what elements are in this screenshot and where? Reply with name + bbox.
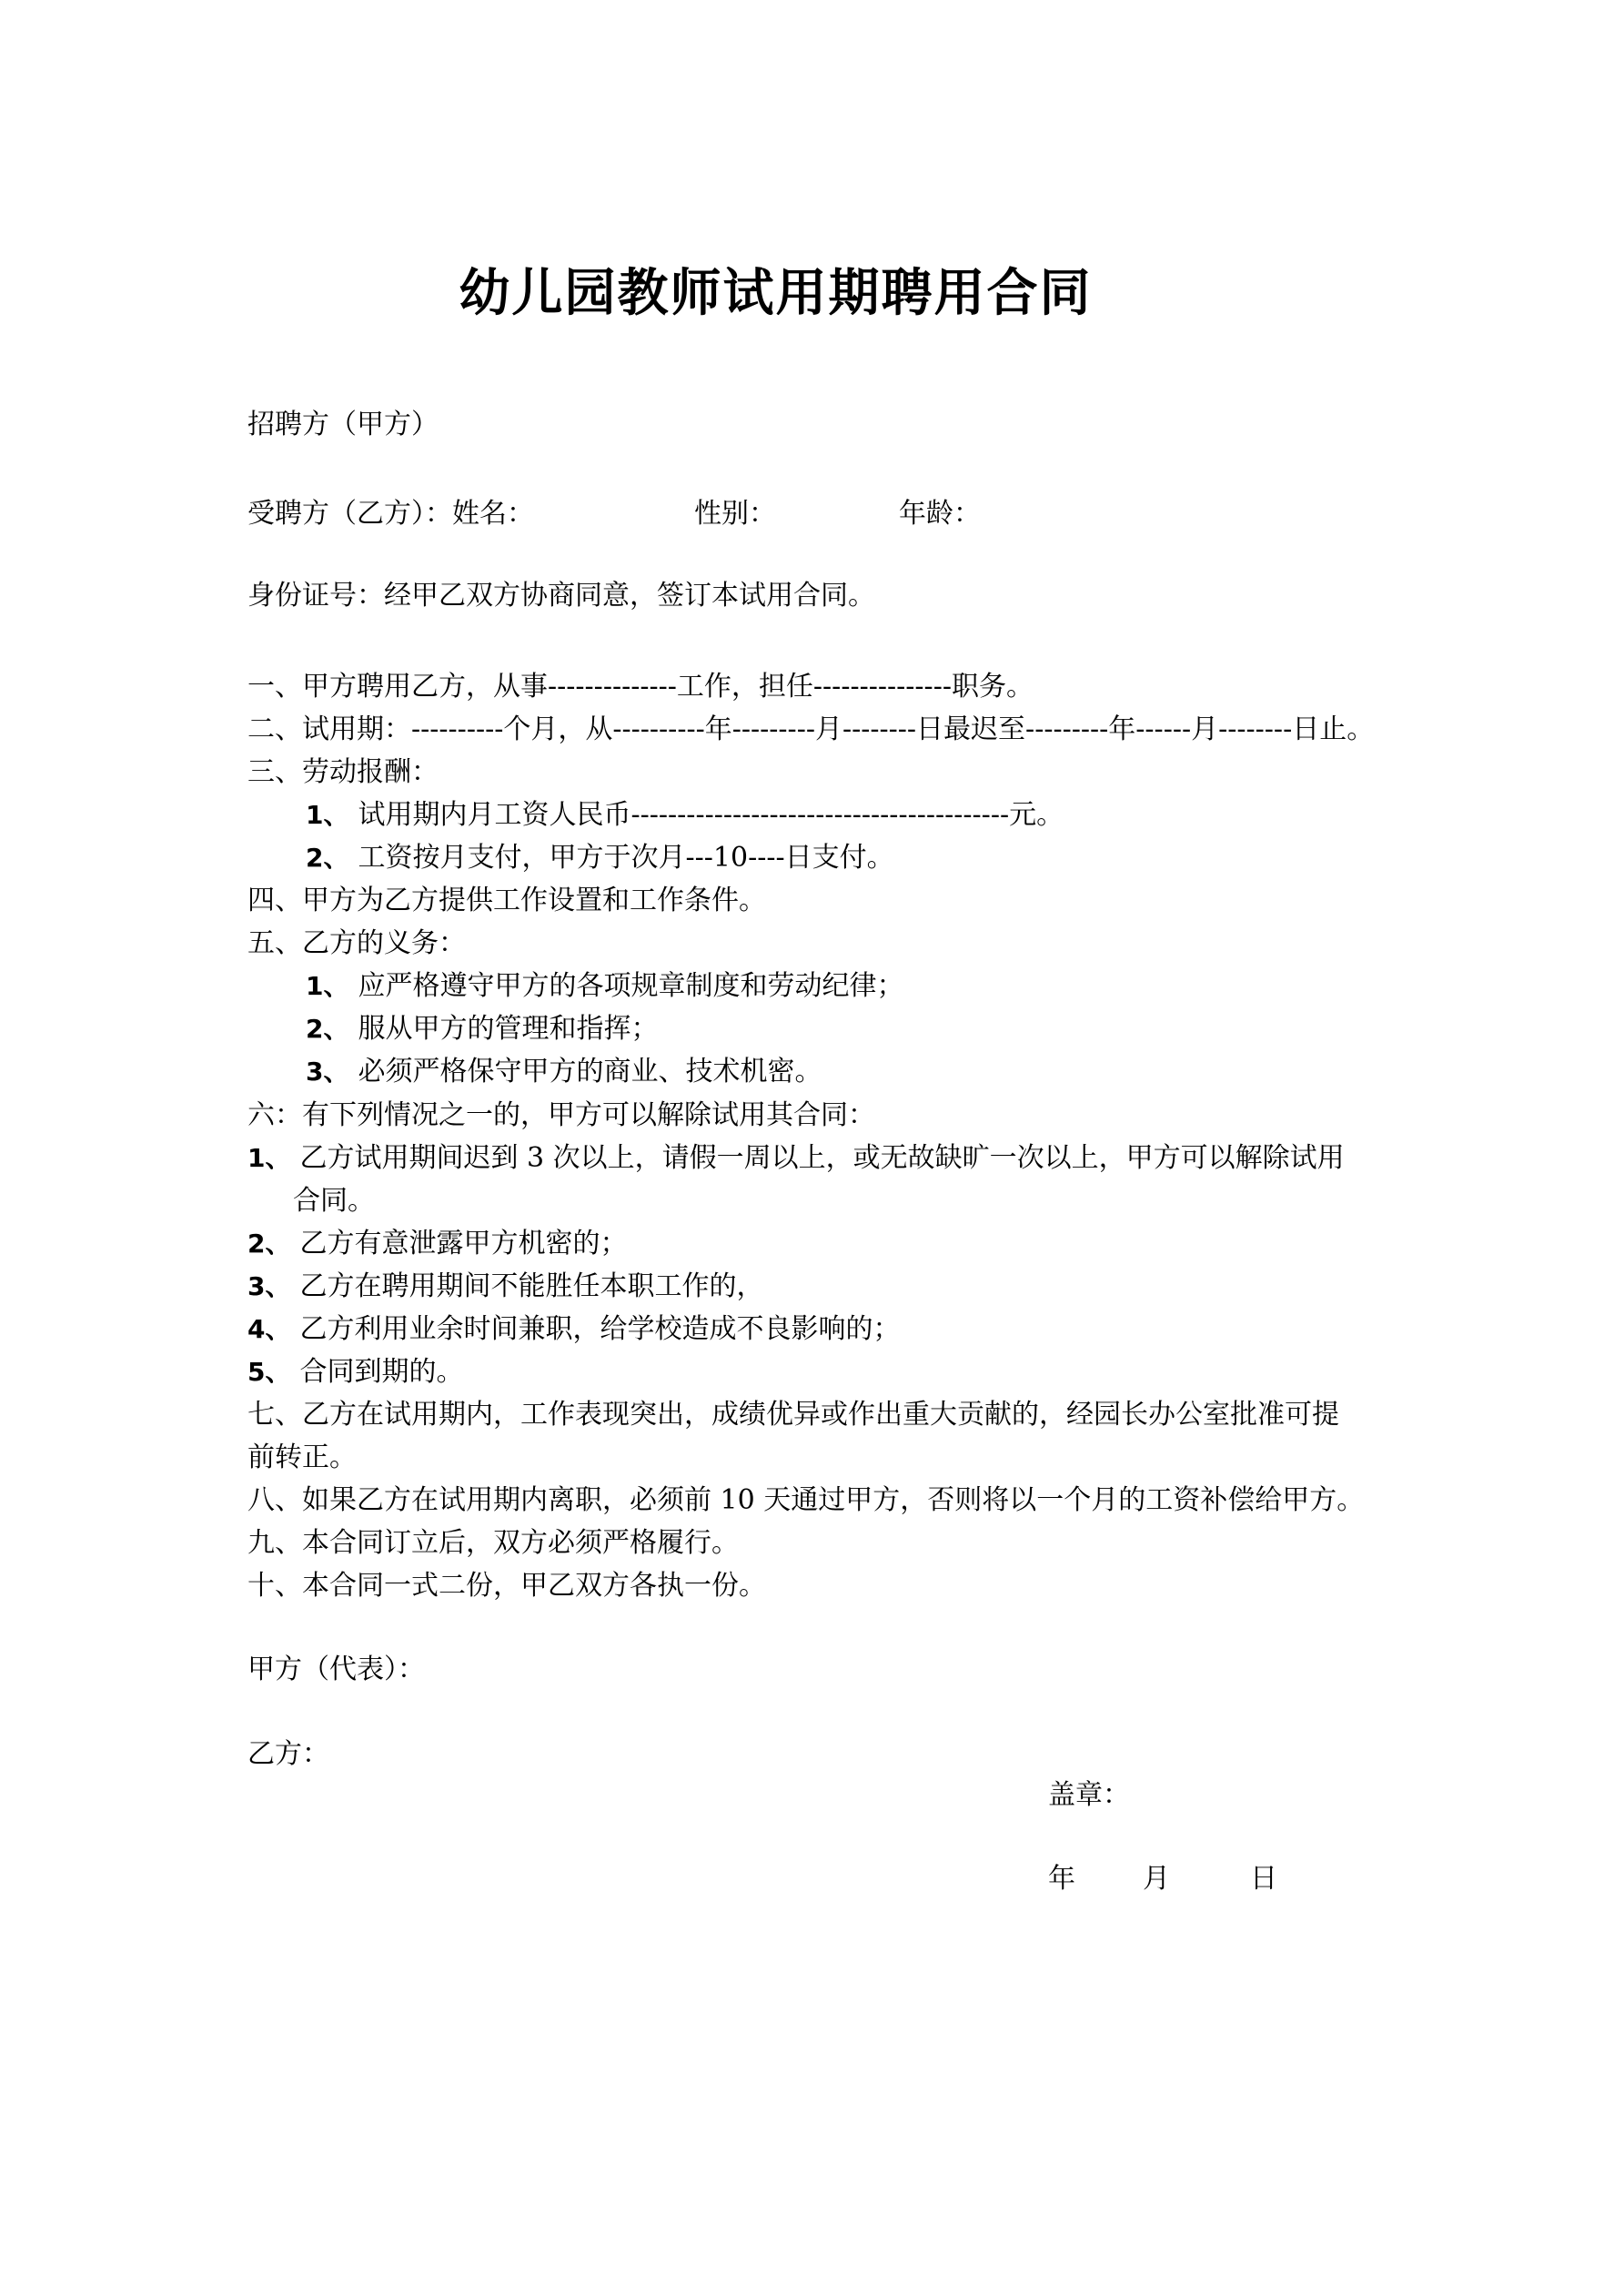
clause-text: 乙方在聘用期间不能胜任本职工作的， bbox=[299, 1270, 764, 1302]
clause-number: 3、 bbox=[247, 1271, 291, 1301]
clause-text: 工资按月支付，甲方于次月---10----日支付。 bbox=[358, 842, 894, 874]
clause-text: 应严格遵守甲方的各项规章制度和劳动纪律； bbox=[358, 970, 904, 1002]
clause-number: 2、 bbox=[306, 1014, 349, 1044]
clause-line-6 bbox=[247, 1097, 875, 1134]
clause-line-7 bbox=[247, 1397, 1339, 1433]
clause-line-6-1-wrap bbox=[293, 1183, 375, 1219]
party-b-signature-label: 乙方： bbox=[247, 1738, 329, 1770]
clause-line-3-1 bbox=[306, 797, 1064, 834]
clause-line-5-2 bbox=[306, 1011, 658, 1047]
clause-line-10 bbox=[247, 1568, 766, 1604]
clause-number: 1、 bbox=[247, 1143, 291, 1173]
clause-line-5 bbox=[247, 925, 466, 962]
clause-text: 试用期内月工资人民币-----------------------------------------元。 bbox=[358, 799, 1064, 831]
clause-number: 1、 bbox=[306, 800, 349, 830]
clause-line-6-4 bbox=[247, 1311, 900, 1348]
id-number-line: 身份证号：经甲乙双方协商同意，签订本试用合同。 bbox=[247, 580, 875, 612]
clause-text: 乙方利用业余时间兼职，给学校造成不良影响的； bbox=[299, 1313, 901, 1345]
clause-number: 3、 bbox=[306, 1057, 349, 1087]
employee-gender-label: 性别： bbox=[694, 498, 776, 530]
clause-line-6-1 bbox=[247, 1140, 1345, 1177]
clause-text: 合同到期的。 bbox=[299, 1356, 464, 1388]
clause-text: 乙方试用期间迟到 3 次以上，请假一周以上，或无故缺旷一次以上，甲方可以解除试用 bbox=[299, 1142, 1345, 1174]
clause-text: 三、劳动报酬： bbox=[247, 756, 439, 788]
recruiter-line: 招聘方（甲方） bbox=[247, 409, 439, 440]
document-body bbox=[247, 0, 1430, 2296]
clause-text: 七、乙方在试用期内，工作表现突出，成绩优异或作出重大贡献的，经园长办公室批准可提 bbox=[247, 1399, 1339, 1431]
clause-line-5-3 bbox=[306, 1054, 822, 1090]
party-a-signature-label: 甲方（代表）： bbox=[247, 1654, 425, 1685]
clause-number: 2、 bbox=[247, 1229, 291, 1259]
clause-text: 九、本合同订立后，双方必须严格履行。 bbox=[247, 1527, 739, 1559]
date-month-label: 月 bbox=[1143, 1863, 1170, 1895]
clause-number: 5、 bbox=[247, 1357, 291, 1387]
document-title: 幼儿园教师试用期聘用合同 bbox=[459, 263, 1093, 323]
clause-line-3 bbox=[247, 754, 439, 791]
clause-text: 合同。 bbox=[293, 1185, 375, 1217]
date-year-label: 年 bbox=[1048, 1863, 1075, 1895]
clause-text: 前转正。 bbox=[247, 1441, 357, 1473]
clause-text: 必须严格保守甲方的商业、技术机密。 bbox=[358, 1056, 822, 1087]
clause-text: 六：有下列情况之一的，甲方可以解除试用其合同： bbox=[247, 1099, 875, 1131]
clause-line-4 bbox=[247, 883, 766, 919]
clause-number: 4、 bbox=[247, 1314, 291, 1344]
clause-text: 一、甲方聘用乙方，从事--------------工作，担任---------------职务。 bbox=[247, 671, 1034, 703]
clause-line-1 bbox=[247, 669, 1034, 705]
clause-line-8 bbox=[247, 1482, 1364, 1519]
clause-line-6-5 bbox=[247, 1354, 463, 1391]
clause-line-7-wrap bbox=[247, 1440, 357, 1476]
employee-age-label: 年龄： bbox=[899, 498, 981, 530]
clause-text: 四、甲方为乙方提供工作设置和工作条件。 bbox=[247, 885, 766, 916]
clause-text: 二、试用期：----------个月，从----------年---------月--------日最迟至---------年------月--------日止。 bbox=[247, 713, 1375, 745]
clause-line-6-3 bbox=[247, 1269, 763, 1305]
clause-number: 2、 bbox=[306, 843, 349, 873]
clause-line-2 bbox=[247, 712, 1374, 748]
clause-line-6-2 bbox=[247, 1226, 627, 1262]
seal-label: 盖章： bbox=[1048, 1779, 1130, 1811]
date-day-label: 日 bbox=[1250, 1863, 1277, 1895]
clause-number: 1、 bbox=[306, 971, 349, 1001]
clause-line-5-1 bbox=[306, 968, 903, 1005]
clause-text: 十、本合同一式二份，甲乙双方各执一份。 bbox=[247, 1570, 766, 1602]
clause-text: 乙方有意泄露甲方机密的； bbox=[299, 1228, 628, 1259]
clause-line-3-2 bbox=[306, 840, 894, 876]
clause-text: 服从甲方的管理和指挥； bbox=[358, 1013, 659, 1045]
employee-name-label: 受聘方（乙方）：姓名： bbox=[247, 498, 534, 530]
clause-text: 八、如果乙方在试用期内离职，必须前 10 天通过甲方，否则将以一个月的工资补偿给甲方。 bbox=[247, 1484, 1365, 1516]
clause-line-9 bbox=[247, 1525, 739, 1562]
clause-text: 五、乙方的义务： bbox=[247, 927, 466, 959]
